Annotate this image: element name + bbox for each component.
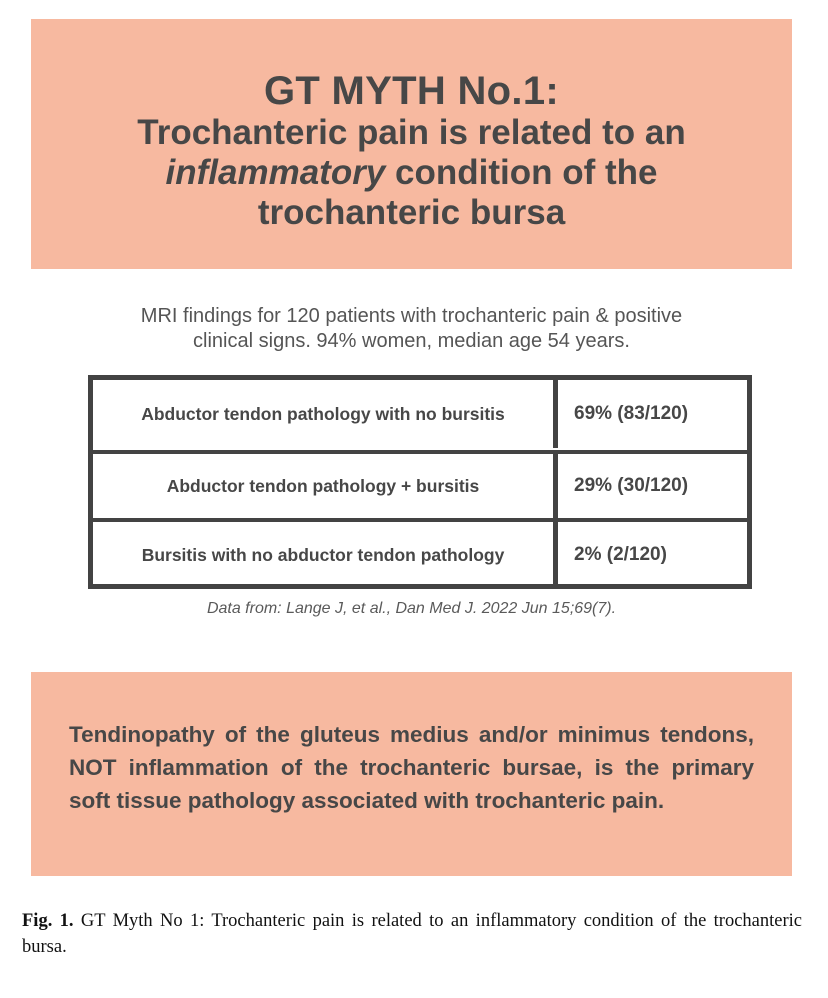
finding-value: 69% (83/120)	[574, 403, 689, 424]
table-row	[93, 450, 747, 518]
myth-title: GT MYTH No.1:	[264, 69, 559, 113]
myth-statement-line-1: Trochanteric pain is related to an	[137, 113, 686, 152]
figure-caption	[22, 908, 802, 960]
data-source-citation: Data from: Lange J, et al., Dan Med J. 2022 Jun 15;69(7).	[206, 600, 617, 617]
findings-table	[88, 375, 752, 589]
conclusion-text: Tendinopathy of the gluteus medius and/or minimus tendons, NOT inflammation of the trochanteric bursae, is the primary soft tissue pathology associated with trochanteric pain.	[69, 722, 754, 813]
myth-statement-line-2	[31, 153, 792, 193]
finding-value: 29% (30/120)	[574, 475, 689, 496]
finding-label: Abductor tendon pathology + bursitis	[93, 454, 558, 518]
study-description	[31, 304, 792, 354]
myth-statement-line-3: trochanteric bursa	[257, 193, 566, 232]
finding-label: Bursitis with no abductor tendon pathology	[93, 522, 558, 588]
study-description-line-2: clinical signs. 94% women, median age 54 years.	[193, 330, 630, 352]
study-description-line-1: MRI findings for 120 patients with trochanteric pain & positive	[140, 305, 683, 327]
table-row	[93, 380, 747, 448]
conclusion-box	[31, 672, 792, 876]
table-row	[93, 518, 747, 588]
finding-value: 2% (2/120)	[574, 544, 667, 565]
myth-emphasis-word: inflammatory	[165, 153, 386, 192]
myth-header-box	[31, 19, 792, 269]
figure-caption-text: GT Myth No 1: Trochanteric pain is related to an inflammatory condition of the trochanteric bursa.	[22, 911, 802, 957]
finding-label: Abductor tendon pathology with no bursitis	[93, 380, 558, 448]
myth-statement-line-2-rest: condition of the	[385, 153, 658, 192]
figure-label: Fig. 1.	[22, 911, 74, 931]
